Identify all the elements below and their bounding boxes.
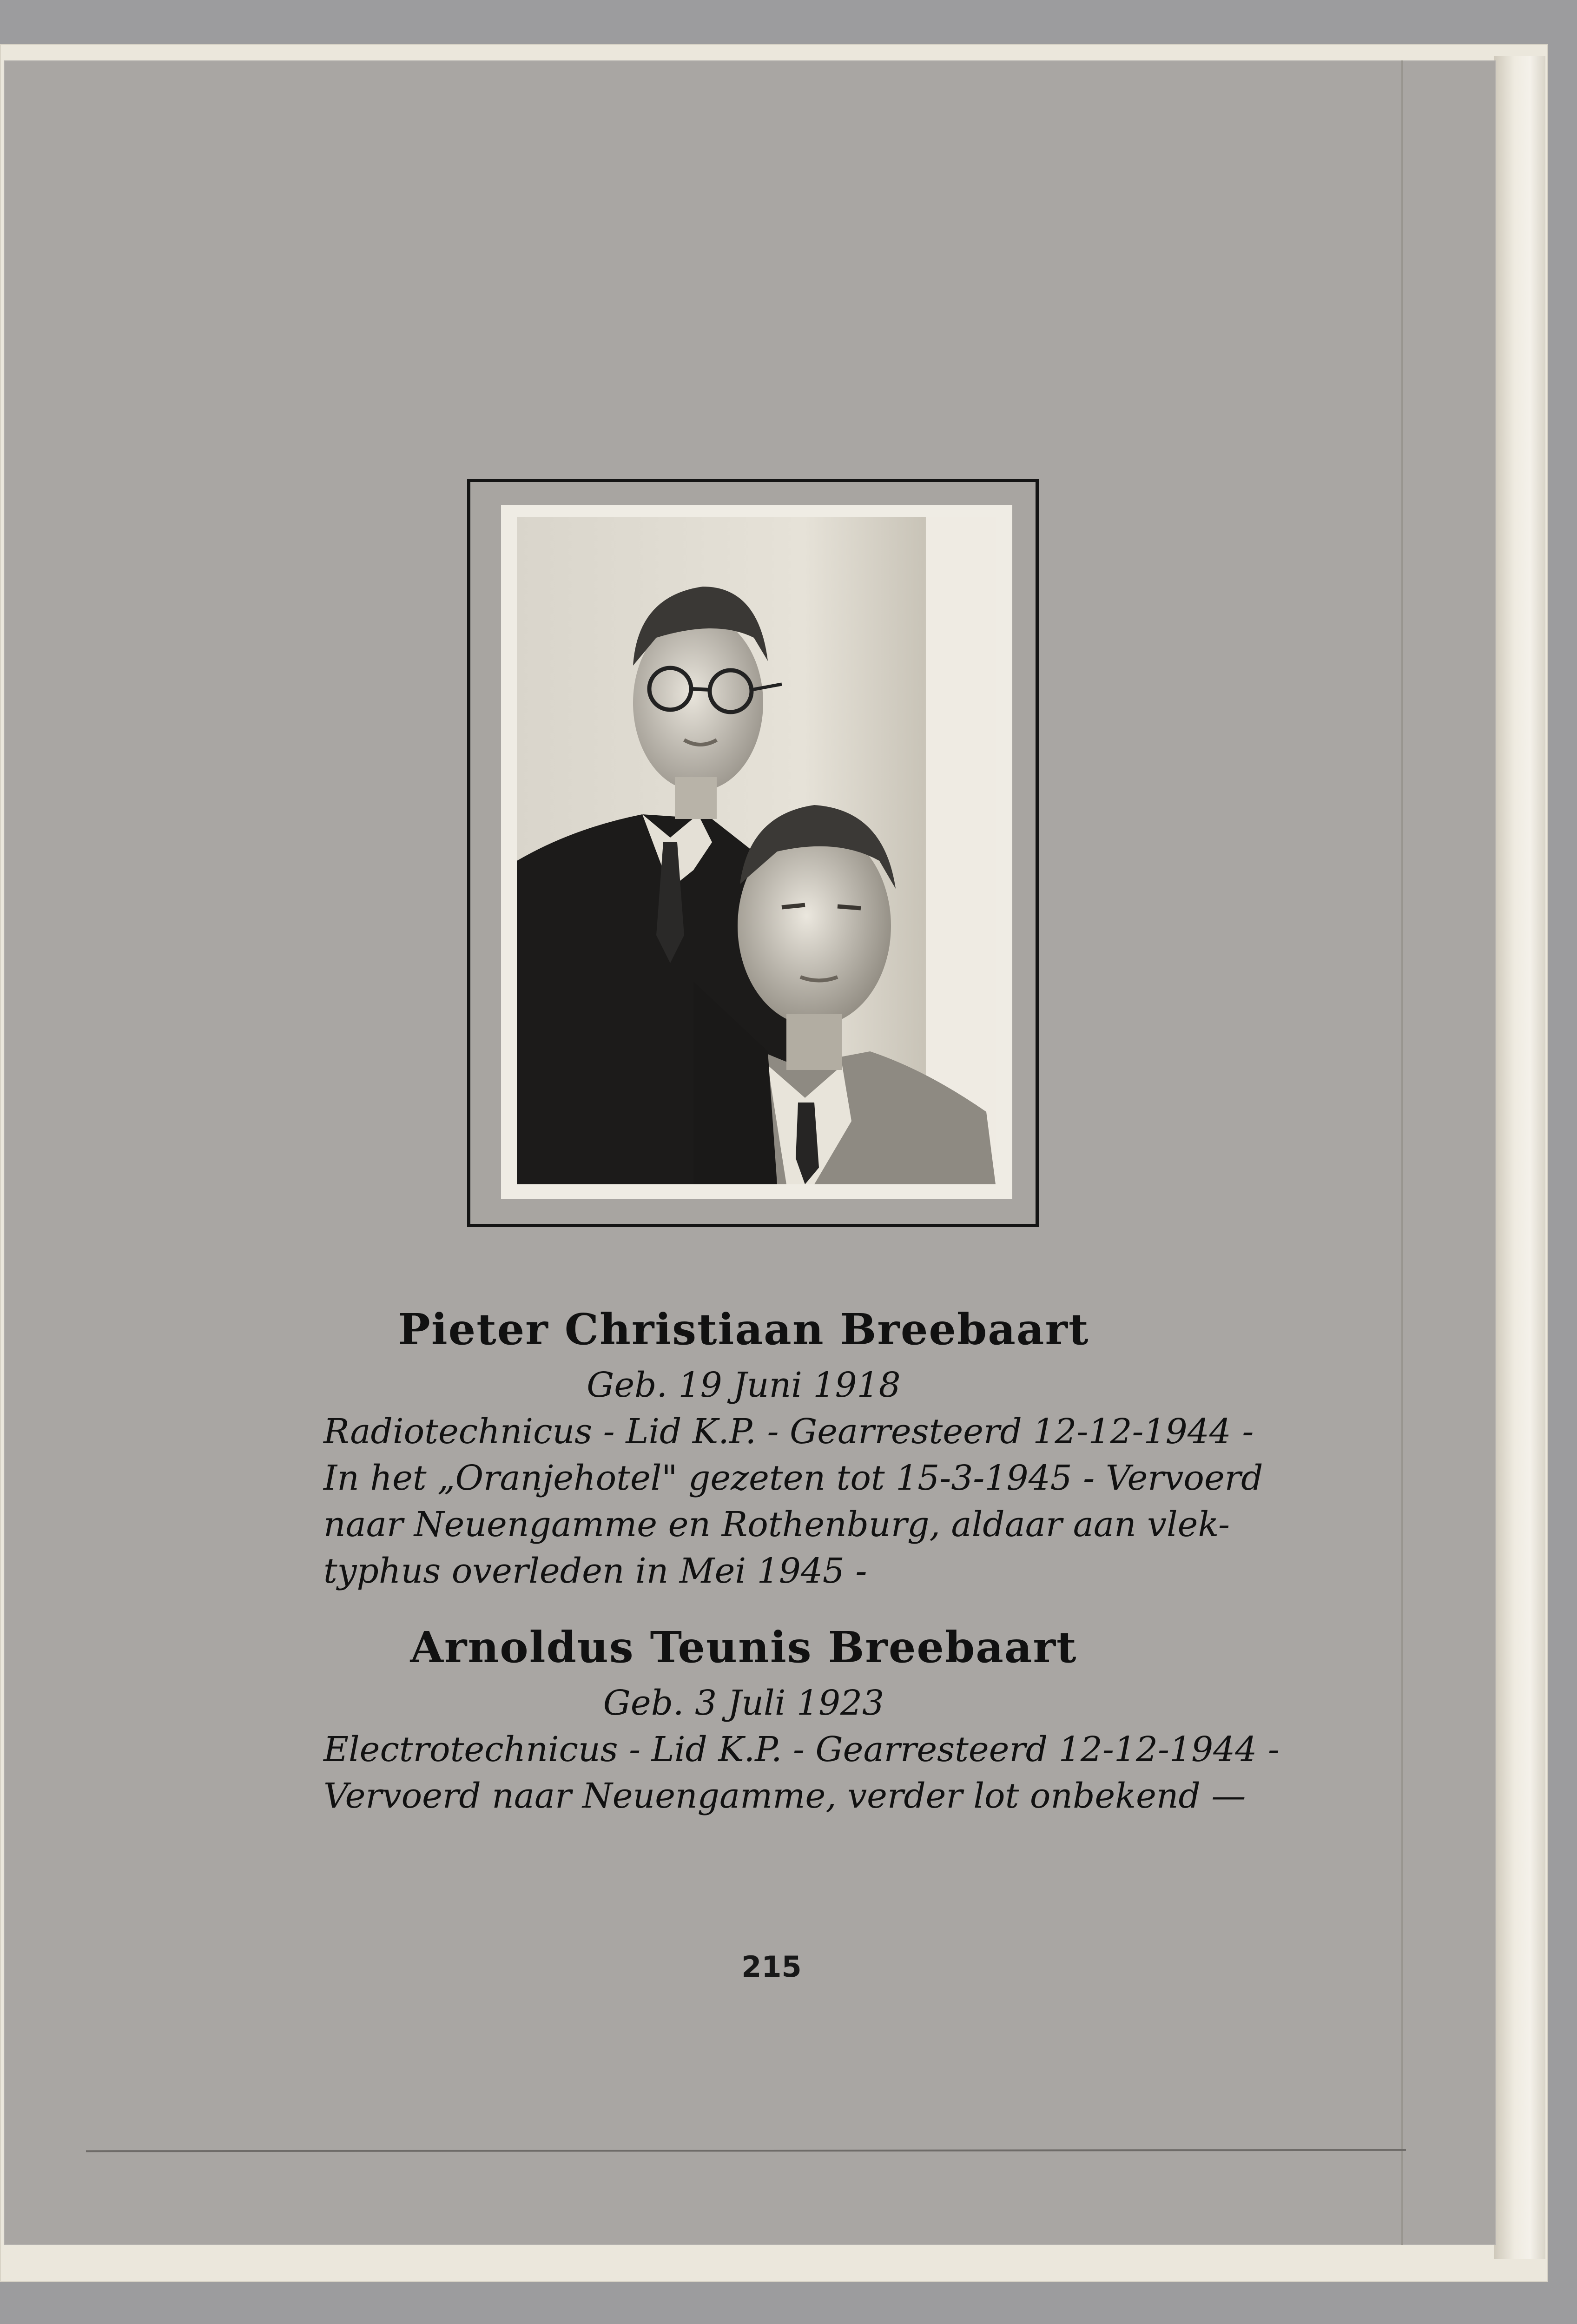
portrait-photo <box>517 517 996 1184</box>
bio-line: Radiotechnicus - Lid K.P. - Gearresteerd 12-12-1944 - <box>323 1412 1254 1452</box>
bio-line: typhus overleden in Mei 1945 - <box>323 1551 867 1591</box>
birth-date-1: Geb. 19 Juni 1918 <box>587 1365 901 1405</box>
page-fold-line <box>1401 60 1403 2245</box>
birth-date-2: Geb. 3 Juli 1923 <box>603 1683 884 1723</box>
bio-line: Vervoerd naar Neuengamme, verder lot onbekend — <box>323 1776 1246 1816</box>
caption-block <box>232 1297 1280 1819</box>
album-spine-edge <box>1494 56 1545 2259</box>
page-number: 215 <box>741 1950 802 1984</box>
portrait-illustration <box>517 517 996 1184</box>
bio-line: In het „Oranjehotel" gezeten tot 15-3-1945 - Vervoerd <box>323 1458 1263 1498</box>
bio-line: naar Neuengamme en Rothenburg, aldaar aan vlek- <box>323 1505 1230 1545</box>
person-name-2: Arnoldus Teunis Breebaart <box>410 1622 1077 1672</box>
person-name-1: Pieter Christiaan Breebaart <box>398 1304 1089 1354</box>
bio-line: Electrotechnicus - Lid K.P. - Gearresteerd 12-12-1944 - <box>323 1730 1280 1769</box>
